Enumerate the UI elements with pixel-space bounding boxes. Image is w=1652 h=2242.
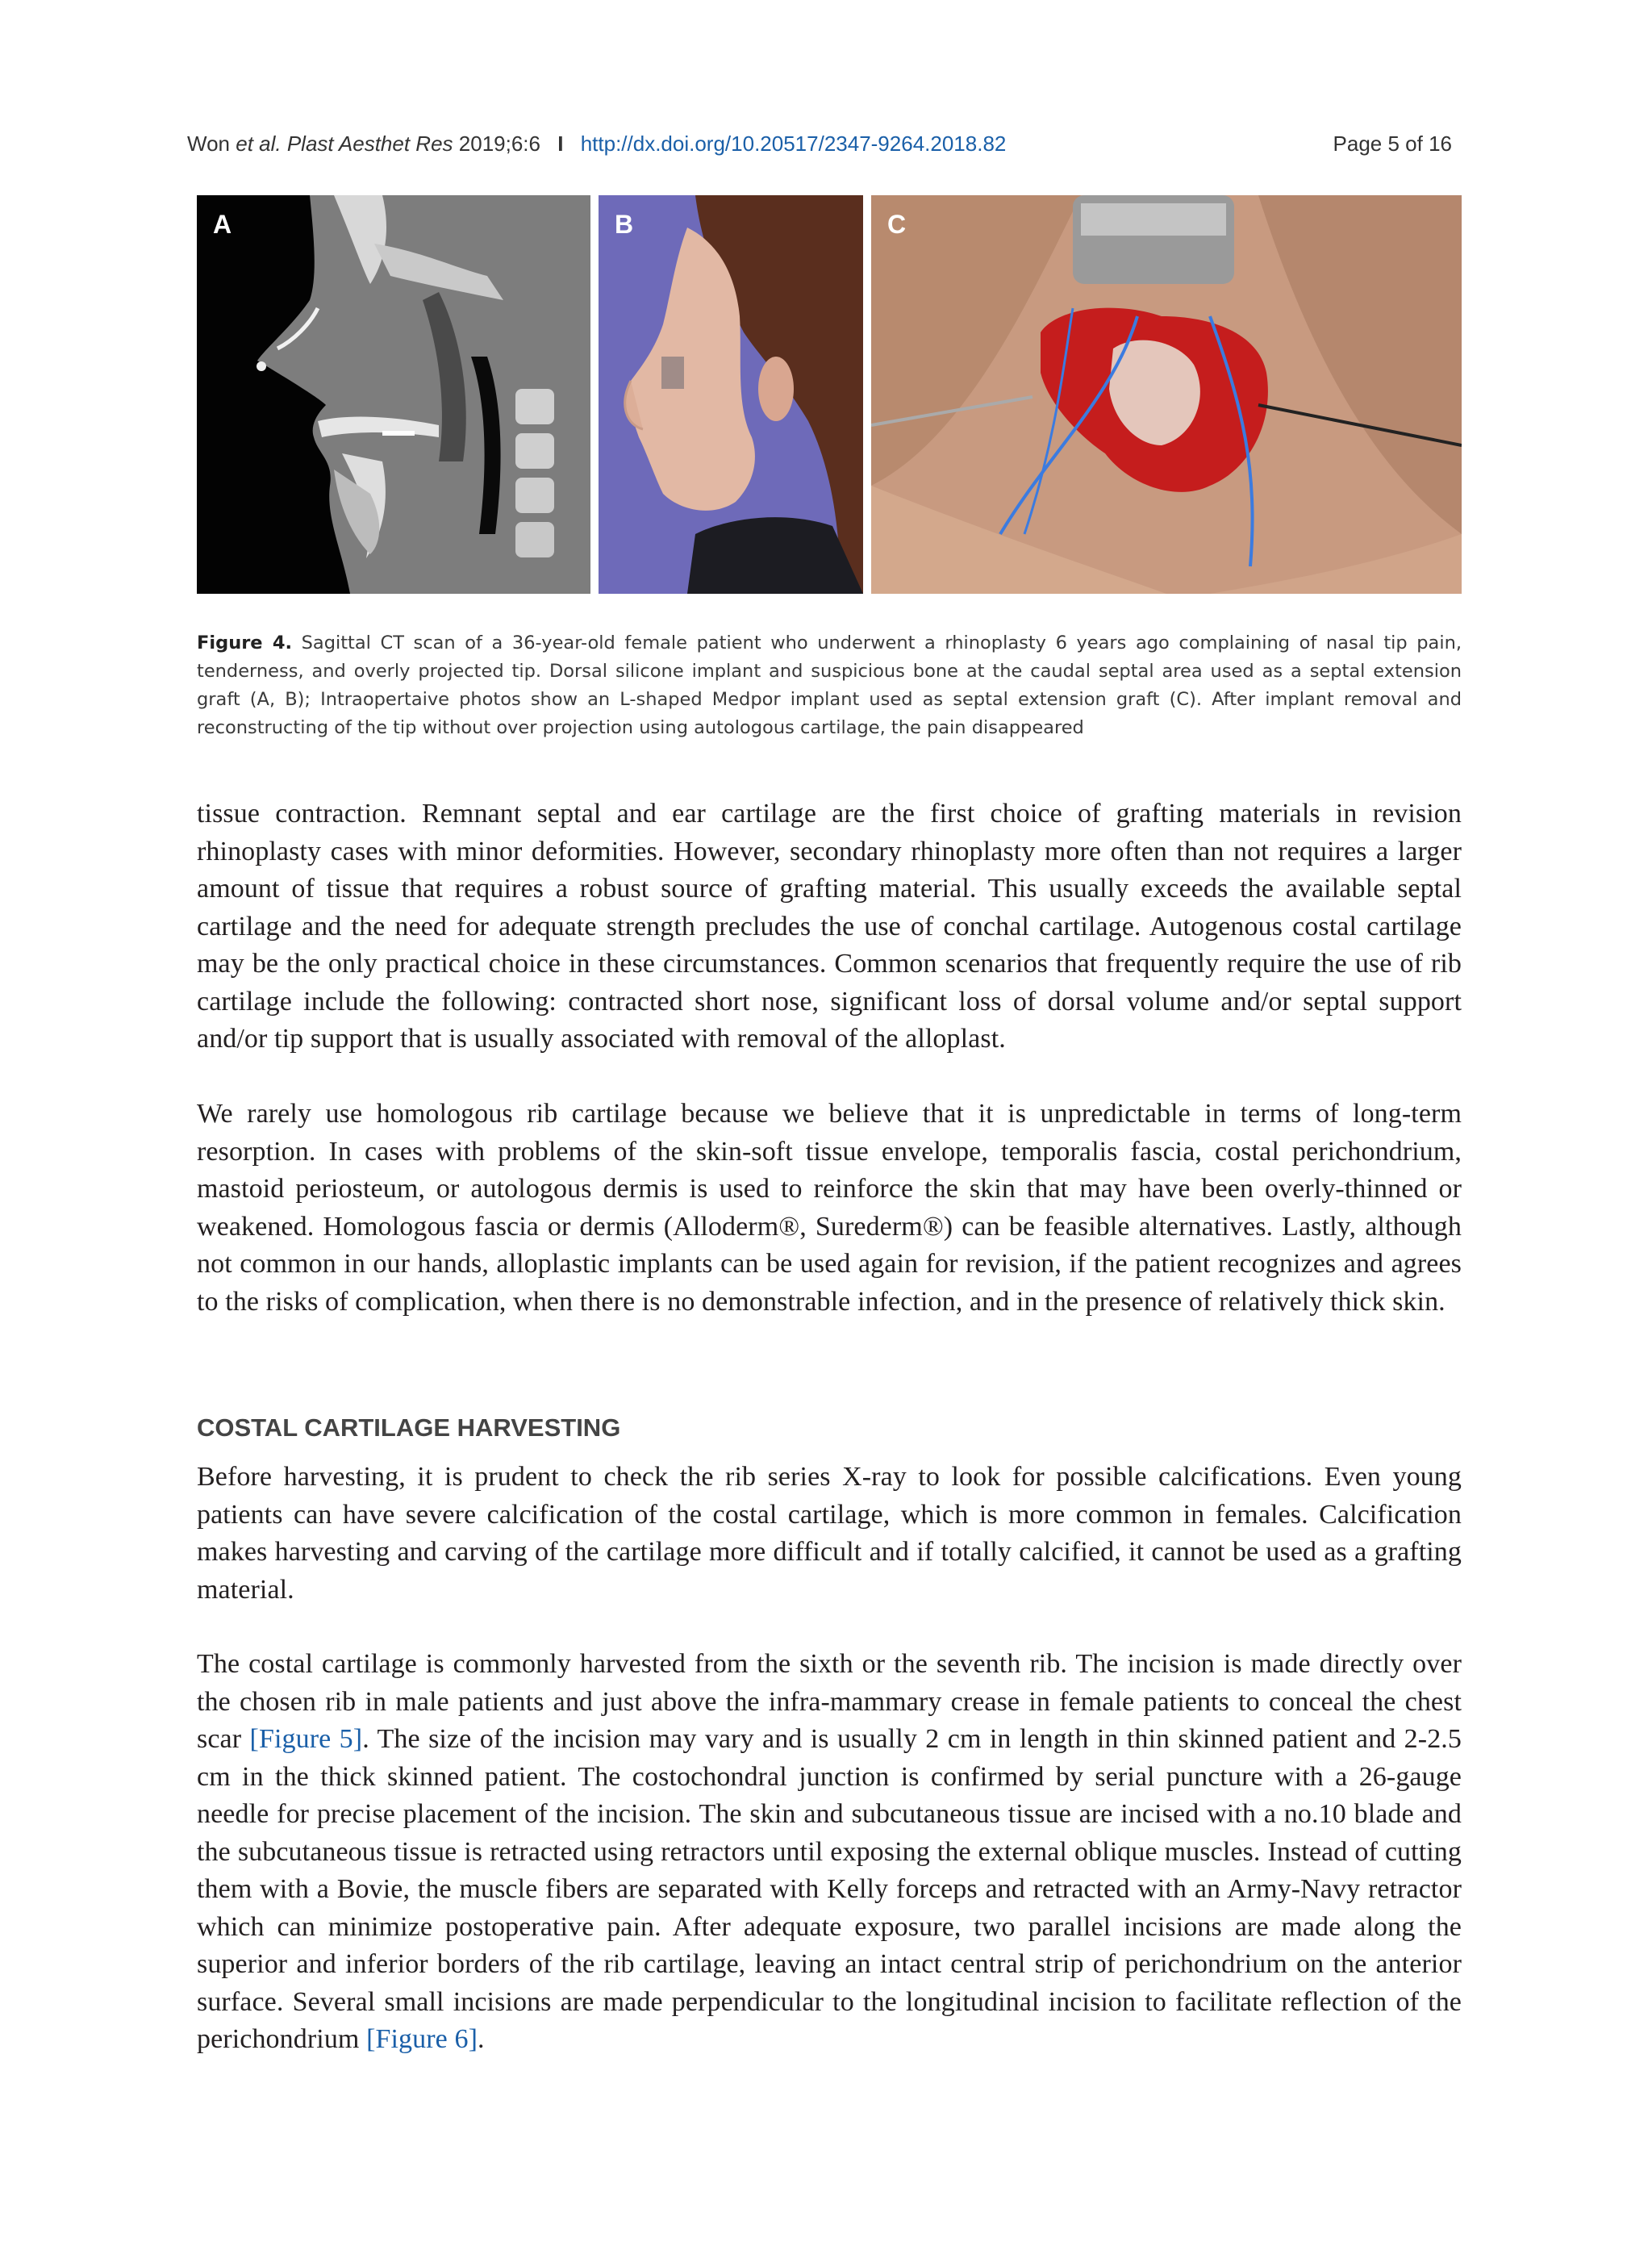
authors: Won	[187, 131, 230, 156]
panel-label-b: B	[615, 210, 634, 239]
caption-label: Figure 4.	[197, 633, 293, 653]
paragraph-4	[197, 1646, 1462, 2059]
paragraph-4-text-2: . The size of the incision may vary and is usually 2 cm in length in thin skinned patient and 2-2.5 cm in the thick skinned patient. The costochondral junction is confirmed by serial puncture with a 26-gauge needle for precise placement of the incision. The skin and subcutaneous tissue are incised with a no.10 blade and the subcutaneous tissue is retracted using retractors until exposing the external oblique muscles. Instead of cutting them with a Bovie, the muscle fibers are separated with Kelly forceps and retracted with an Army-Navy retractor which can minimize postoperative pain. After adequate exposure, two parallel incisions are made along the superior and inferior borders of the rib cartilage, leaving an intact central strip of perichondrium on the anterior surface. Several small incisions are made perpendicular to the longitudinal incision to facilitate reflection of the perichondrium	[197, 1724, 1462, 2054]
separator: I	[557, 131, 564, 156]
caption-text: Sagittal CT scan of a 36-year-old female patient who underwent a rhinoplasty 6 years ago complaining of nasal tip pain, tenderness, and overly projected tip. Dorsal silicone implant and suspicious bone at the caudal septal area used as a septal extension graft (A, B); Intraopertaive photos show an L-shaped Medpor implant used as septal extension graft (C). After implant removal and reconstructing of the tip without over projection using autologous cartilage, the pain disappeared	[197, 633, 1462, 738]
paragraph-4-text-1: The costal cartilage is commonly harvested from the sixth or the seventh rib. The incision is made directly over the chosen rib in male patients and just above the infra-mammary crease in female patients to conceal the chest scar	[197, 1649, 1462, 1754]
citation	[187, 132, 1333, 157]
page-number: Page 5 of 16	[1333, 131, 1452, 156]
panel-label-a: A	[213, 210, 232, 239]
figure-panel-b-profile-photo	[599, 195, 863, 594]
journal-name: Plast Aesthet Res	[286, 131, 453, 156]
doi-link[interactable]: http://dx.doi.org/10.20517/2347-9264.2018.82	[580, 131, 1007, 156]
figure-panel-c-intraoperative-photo	[871, 195, 1462, 594]
ct-scan-image	[197, 195, 590, 594]
section-heading: COSTAL CARTILAGE HARVESTING	[197, 1413, 621, 1442]
et-al: et al.	[236, 131, 282, 156]
figure-6-link[interactable]: [Figure 6]	[366, 2024, 478, 2054]
panel-label-c: C	[887, 210, 907, 239]
paragraph-2: We rarely use homologous rib cartilage because we believe that it is unpredictable in terms of long-term resorption. In cases with problems of the skin-soft tissue envelope, temporalis fascia, costal perichondrium, mastoid periosteum, or autologous dermis is used to reinforce the skin that may have been overly-thinned or weakened. Homologous fascia or dermis (Alloderm®, Surederm®) can be feasible alternatives. Lastly, although not common in our hands, alloplastic implants can be used again for revision, if the patient recognizes and agrees to the risks of complication, when there is no demonstrable infection, and in the presence of relatively thick skin.	[197, 1099, 1462, 1317]
paragraph-4-text-3: .	[478, 2024, 485, 2054]
profile-photo-image	[599, 195, 863, 594]
figure-panel-a-ct-scan	[197, 195, 590, 594]
figure-5-link[interactable]: [Figure 5]	[249, 1724, 363, 1754]
figure-4	[197, 195, 1462, 594]
volume: 2019;6:6	[458, 131, 540, 156]
running-header	[187, 129, 1452, 158]
figure-caption	[197, 629, 1462, 742]
intraoperative-photo-image	[871, 195, 1462, 594]
paragraph-3: Before harvesting, it is prudent to check the rib series X-ray to look for possible calcifications. Even young patients can have severe calcification of the costal cartilage, which is more common in females. Calcification makes harvesting and carving of the cartilage more difficult and if totally calcified, it cannot be used as a grafting material.	[197, 1462, 1462, 1605]
paragraph-1: tissue contraction. Remnant septal and ear cartilage are the first choice of grafting materials in revision rhinoplasty cases with minor deformities. However, secondary rhinoplasty more often than not requires a larger amount of tissue that requires a robust source of grafting material. This usually exceeds the available septal cartilage and the need for adequate strength precludes the use of conchal cartilage. Autogenous costal cartilage may be the only practical choice in these circumstances. Common scenarios that frequently require the use of rib cartilage include the following: contracted short nose, significant loss of dorsal volume and/or septal support and/or tip support that is usually associated with removal of the alloplast.	[197, 799, 1462, 1054]
